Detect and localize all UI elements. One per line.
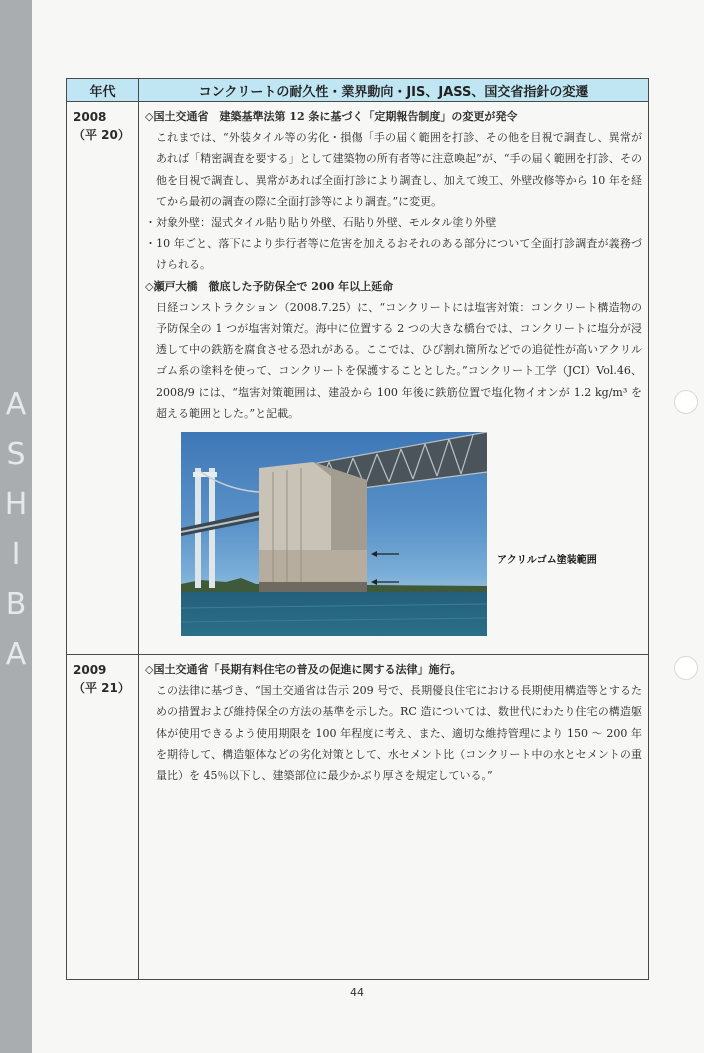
year-cell-2009	[67, 655, 139, 980]
logo-letter: S	[6, 437, 26, 472]
content-cell-2008	[139, 102, 649, 655]
page-number: 44	[350, 986, 364, 999]
bullet-item: ・10 年ごと、落下により歩行者等に危害を加えるおそれのある部分について全面打診調査が義務づけられる。	[145, 237, 642, 272]
logo-letter: A	[5, 387, 27, 422]
item-body: この法律に基づき、“国土交通省は告示 209 号で、長期優良住宅における長期使用構造等とするための措置および維持保全の方法の基準を示した。RC 造については、数世代にわたり住宅の構造躯体が使用できるよう使用期限を 100 年程度に考え、また、適切な維持管理により 150 ～ 200 年を期待して、構造躯体などの劣化対策として、水セメント比（コンクリート中の水とセメントの重量比）を 45％以下し、建築部位に最少かぶり厚さを規定している。”	[156, 684, 642, 783]
ashiba-vertical-logo	[2, 380, 30, 680]
photo-caption: アクリルゴム塗装範囲	[497, 555, 597, 567]
logo-letter: A	[5, 637, 27, 672]
era-label: （平 20）	[73, 128, 130, 142]
item-heading: ◇国土交通省 建築基準法第 12 条に基づく「定期報告制度」の変更が発令	[145, 110, 518, 123]
bullet-item: ・対象外壁：湿式タイル貼り貼り外壁、石貼り外壁、モルタル塗り外壁	[145, 216, 497, 230]
table-row-2009	[67, 655, 649, 980]
binder-hole-upper	[674, 390, 698, 414]
bridge-photo-block	[145, 432, 642, 654]
seto-ohashi-bridge-photo	[181, 432, 487, 636]
content-cell-2009	[139, 655, 649, 980]
logo-letter: I	[11, 537, 21, 572]
logo-letter: B	[5, 587, 27, 622]
table-header-row	[67, 79, 649, 102]
item-heading: ◇国土交通省「長期有料住宅の普及の促進に関する法律」施行。	[145, 663, 462, 677]
year-cell-2008	[67, 102, 139, 655]
item-heading: ◇瀬戸大橋 徹底した予防保全で 200 年以上延命	[145, 279, 394, 293]
history-table	[66, 78, 649, 980]
logo-letter: H	[4, 487, 28, 522]
header-topic: コンクリートの耐久性・業界動向・JIS、JASS、国交省指針の変遷	[139, 79, 649, 102]
side-strip	[0, 0, 32, 1053]
year-label: 2009	[73, 663, 107, 678]
header-year: 年代	[67, 79, 139, 102]
year-label: 2008	[73, 110, 107, 124]
row-2008-text	[145, 106, 642, 424]
era-label: （平 21）	[73, 681, 130, 696]
binder-hole-lower	[674, 656, 698, 680]
table-row-2008	[67, 102, 649, 655]
row-2009-text	[145, 659, 642, 786]
item-body: これまでは、“外装タイル等の劣化・損傷「手の届く範囲を打診、その他を目視で調査し、異常があれば「精密調査を要する」として建築物の所有者等に注意喚起”が、“手の届く範囲を打診、その他を目視で調査し、異常があれば全面打診により調査し、加えて竣工、外壁改修等から 10 年を経てから最初の調査の際に全面打診等により調査。”に変更。	[156, 131, 642, 208]
item-body: 日経コンストラクション（2008.7.25）に、“コンクリートには塩害対策：コンクリート構造物の予防保全の 1 つが塩害対策だ。海中に位置する 2 つの大きな橋台では、コンクリートに塩分が浸透して中の鉄筋を腐食させる恐れがある。ここでは、ひび割れ箇所などでの追従性が高いアクリルゴム系の塗料を使って、コンクリートを保護することとした。”コンクリート工学（JCI）Vol.46、2008/9 には、“塩害対策範囲は、建設から 100 年後に鉄筋位置で塩化物イオンが 1.2 kg/m³ を超える範囲とした。”と記載。	[156, 300, 642, 420]
